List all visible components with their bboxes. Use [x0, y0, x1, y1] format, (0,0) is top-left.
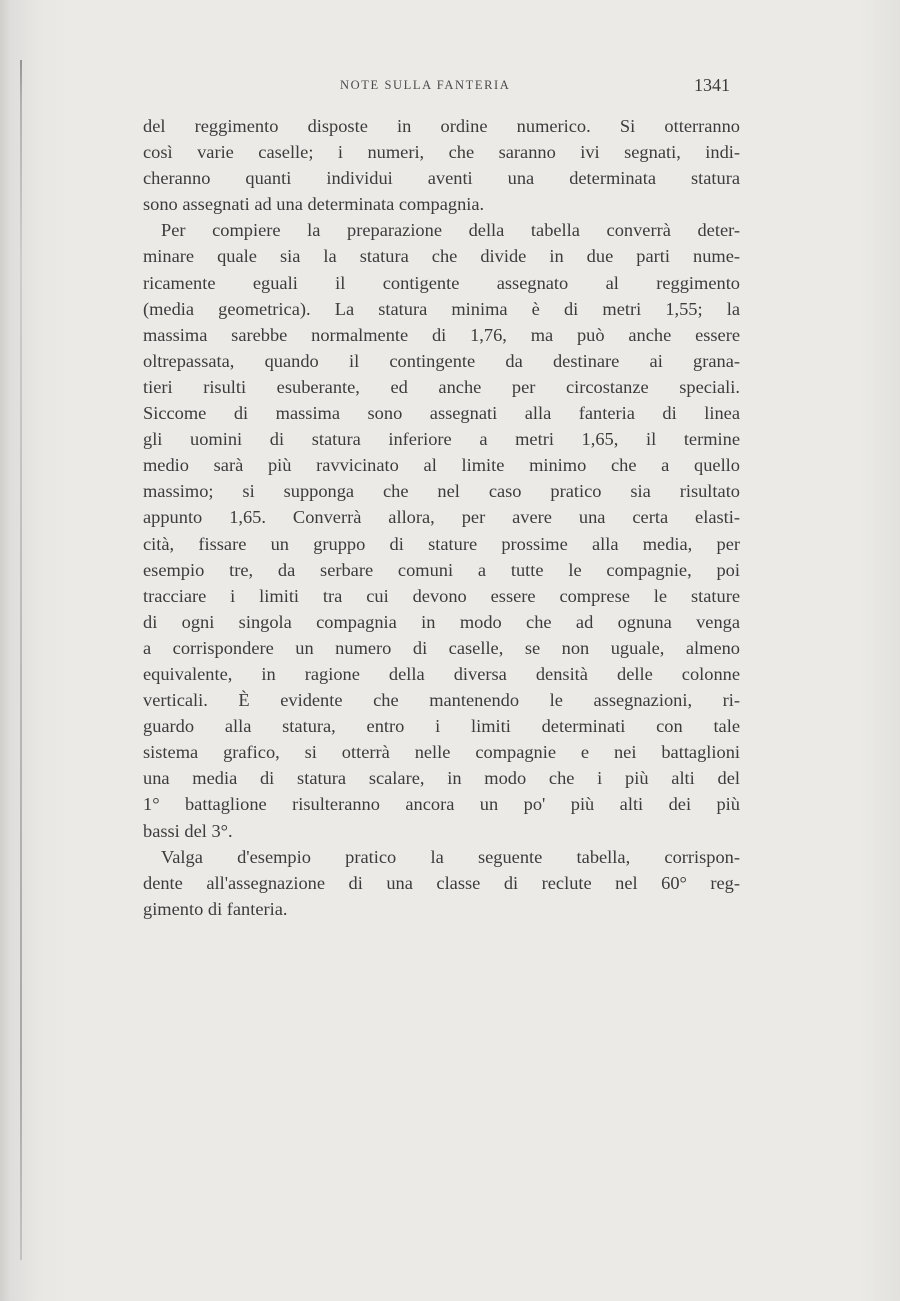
text-line: 1° battaglione risulteranno ancora un po' più alti dei più [143, 794, 740, 815]
text-line: del reggimento disposte in ordine numerico. Si otterranno [143, 116, 740, 136]
text-line: a corrispondere un numero di caselle, se non uguale, almeno [143, 637, 740, 658]
paragraph-2 [143, 217, 740, 843]
binding-edge [20, 60, 22, 1260]
text-line: tieri risulti esuberante, ed anche per circostanze speciali. [143, 376, 740, 397]
text-line: bassi del 3°. [143, 820, 233, 841]
text-line: guardo alla statura, entro i limiti determinati con tale [143, 716, 740, 737]
text-line: (media geometrica). La statura minima è di metri 1,55; la [143, 298, 740, 319]
text-line: Siccome di massima sono assegnati alla fanteria di linea [143, 403, 740, 424]
text-line: sono assegnati ad una determinata compagnia. [143, 194, 485, 215]
text-line: sistema grafico, si otterrà nelle compagnie e nei battaglioni [143, 742, 740, 763]
paragraph-1 [143, 113, 740, 217]
text-line: esempio tre, da serbare comuni a tutte le compagnie, poi [143, 559, 740, 580]
text-line: verticali. È evidente che mantenendo le assegnazioni, ri- [143, 690, 740, 711]
text-line: una media di statura scalare, in modo che i più alti del [143, 768, 740, 789]
body-text [143, 113, 740, 922]
text-line: cità, fissare un gruppo di stature prossime alla media, per [143, 533, 740, 554]
text-line: così varie caselle; i numeri, che saranno ivi segnati, indi- [143, 142, 740, 163]
paragraph-3 [143, 844, 740, 922]
text-line: gimento di fanteria. [143, 898, 288, 919]
text-line: Per compiere la preparazione della tabella converrà deter- [161, 220, 740, 241]
text-line: Valga d'esempio pratico la seguente tabella, corrispon- [161, 846, 740, 867]
text-line: massima sarebbe normalmente di 1,76, ma può anche essere [143, 324, 740, 345]
text-line: appunto 1,65. Converrà allora, per avere una certa elasti- [143, 507, 740, 528]
running-title: NOTE SULLA FANTERIA [340, 78, 511, 92]
text-line: tracciare i limiti tra cui devono essere comprese le stature [143, 585, 740, 606]
text-line: massimo; si supponga che nel caso pratico sia risultato [143, 481, 740, 502]
text-line: gli uomini di statura inferiore a metri 1,65, il termine [143, 429, 740, 450]
text-line: oltrepassata, quando il contingente da destinare ai grana- [143, 350, 740, 371]
text-line: di ogni singola compagnia in modo che ad ognuna venga [143, 611, 740, 632]
running-header [0, 75, 900, 100]
text-line: medio sarà più ravvicinato al limite minimo che a quello [143, 455, 740, 476]
text-line: dente all'assegnazione di una classe di reclute nel 60° reg- [143, 872, 740, 893]
text-line: ricamente eguali il contigente assegnato al reggimento [143, 272, 740, 293]
page-number: 1341 [694, 75, 730, 95]
text-line: equivalente, in ragione della diversa densità delle colonne [143, 663, 740, 684]
text-line: minare quale sia la statura che divide in due parti nume- [143, 246, 740, 267]
text-line: cheranno quanti individui aventi una determinata statura [143, 168, 740, 189]
